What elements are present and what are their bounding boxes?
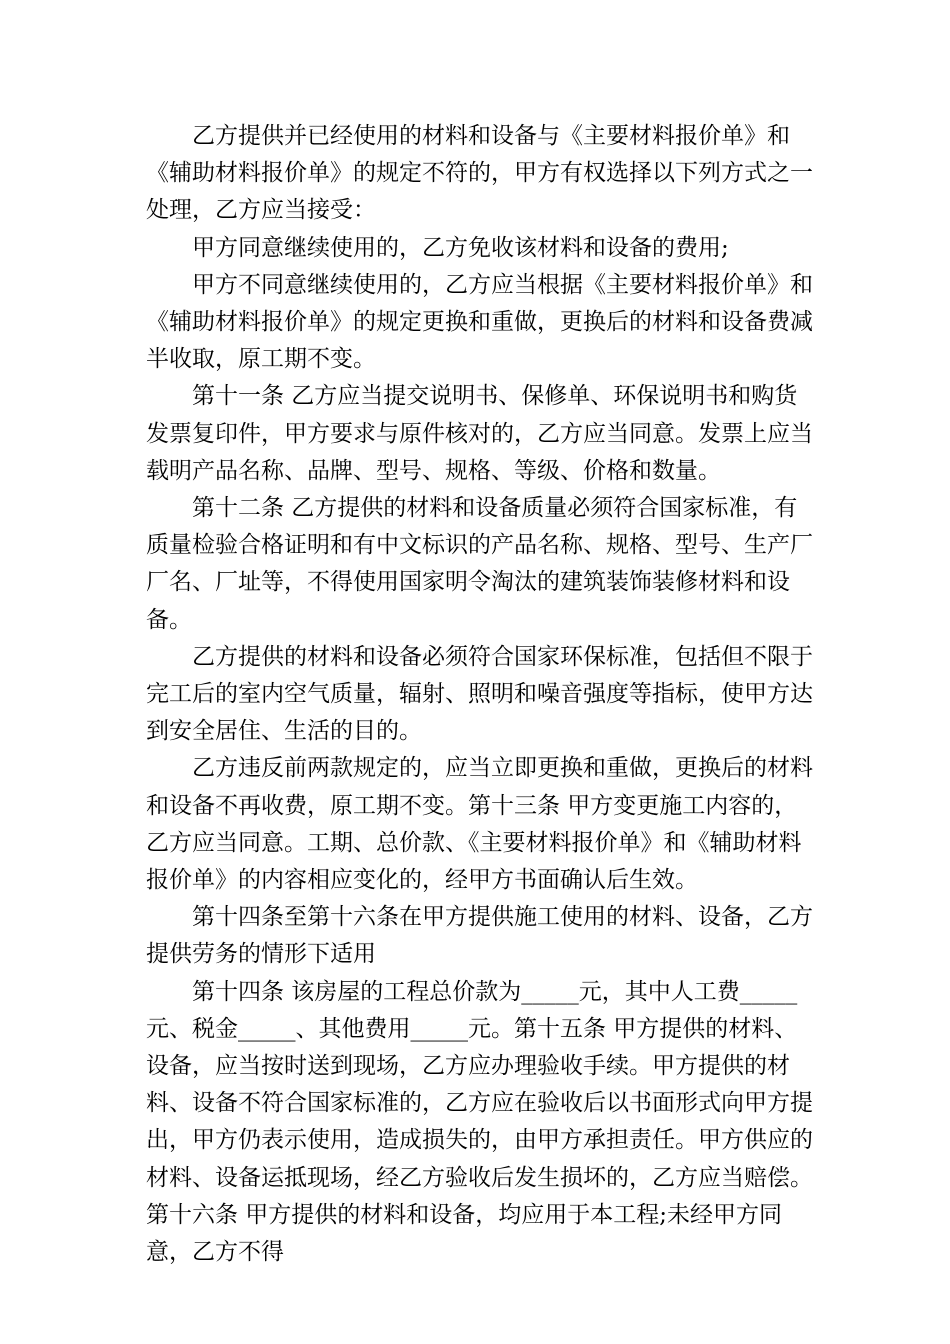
paragraph-1: 乙方提供并已经使用的材料和设备与《主要材料报价单》和《辅助材料报价单》的规定不符的，甲方有权选择以下列方式之一处理，乙方应当接受： <box>146 123 813 224</box>
paragraph-8: 第十四条至第十六条在甲方提供施工使用的材料、设备，乙方提供劳务的情形下适用 <box>146 904 813 968</box>
paragraph-4: 第十一条 乙方应当提交说明书、保修单、环保说明书和购货发票复印件，甲方要求与原件核对的，乙方应当同意。发票上应当载明产品名称、品牌、型号、规格、等级、价格和数量。 <box>146 383 813 484</box>
paragraph-7: 乙方违反前两款规定的，应当立即更换和重做，更换后的材料和设备不再收费，原工期不变。第十三条 甲方变更施工内容的，乙方应当同意。工期、总价款、《主要材料报价单》和《辅助材料报价单》的内容相应变化的，经甲方书面确认后生效。 <box>146 755 813 894</box>
paragraph-5: 第十二条 乙方提供的材料和设备质量必须符合国家标准，有质量检验合格证明和有中文标识的产品名称、规格、型号、生产厂厂名、厂址等，不得使用国家明令淘汰的建筑装饰装修材料和设备。 <box>146 495 813 633</box>
paragraph-9: 第十四条 该房屋的工程总价款为_____元，其中人工费_____元、税金_____、其他费用_____元。第十五条 甲方提供的材料、设备，应当按时送到现场，乙方应办理验收手续。甲方提供的材料、设备不符合国家标准的，乙方应在验收后以书面形式向甲方提出，甲方仍表示使用，造成损失的，由甲方承担责任。甲方供应的材料、设备运抵现场，经乙方验收后发生损坏的，乙方应当赔偿。第十六条 甲方提供的材料和设备，均应用于本工程;未经甲方同意，乙方不得 <box>146 978 813 1266</box>
paragraph-2: 甲方同意继续使用的，乙方免收该材料和设备的费用; <box>192 234 729 261</box>
paragraph-6: 乙方提供的材料和设备必须符合国家环保标准，包括但不限于完工后的室内空气质量，辐射、照明和噪音强度等指标，使甲方达到安全居住、生活的目的。 <box>146 643 813 745</box>
paragraph-3: 甲方不同意继续使用的，乙方应当根据《主要材料报价单》和《辅助材料报价单》的规定更换和重做，更换后的材料和设备费减半收取，原工期不变。 <box>146 271 813 373</box>
document-body <box>146 118 816 1271</box>
